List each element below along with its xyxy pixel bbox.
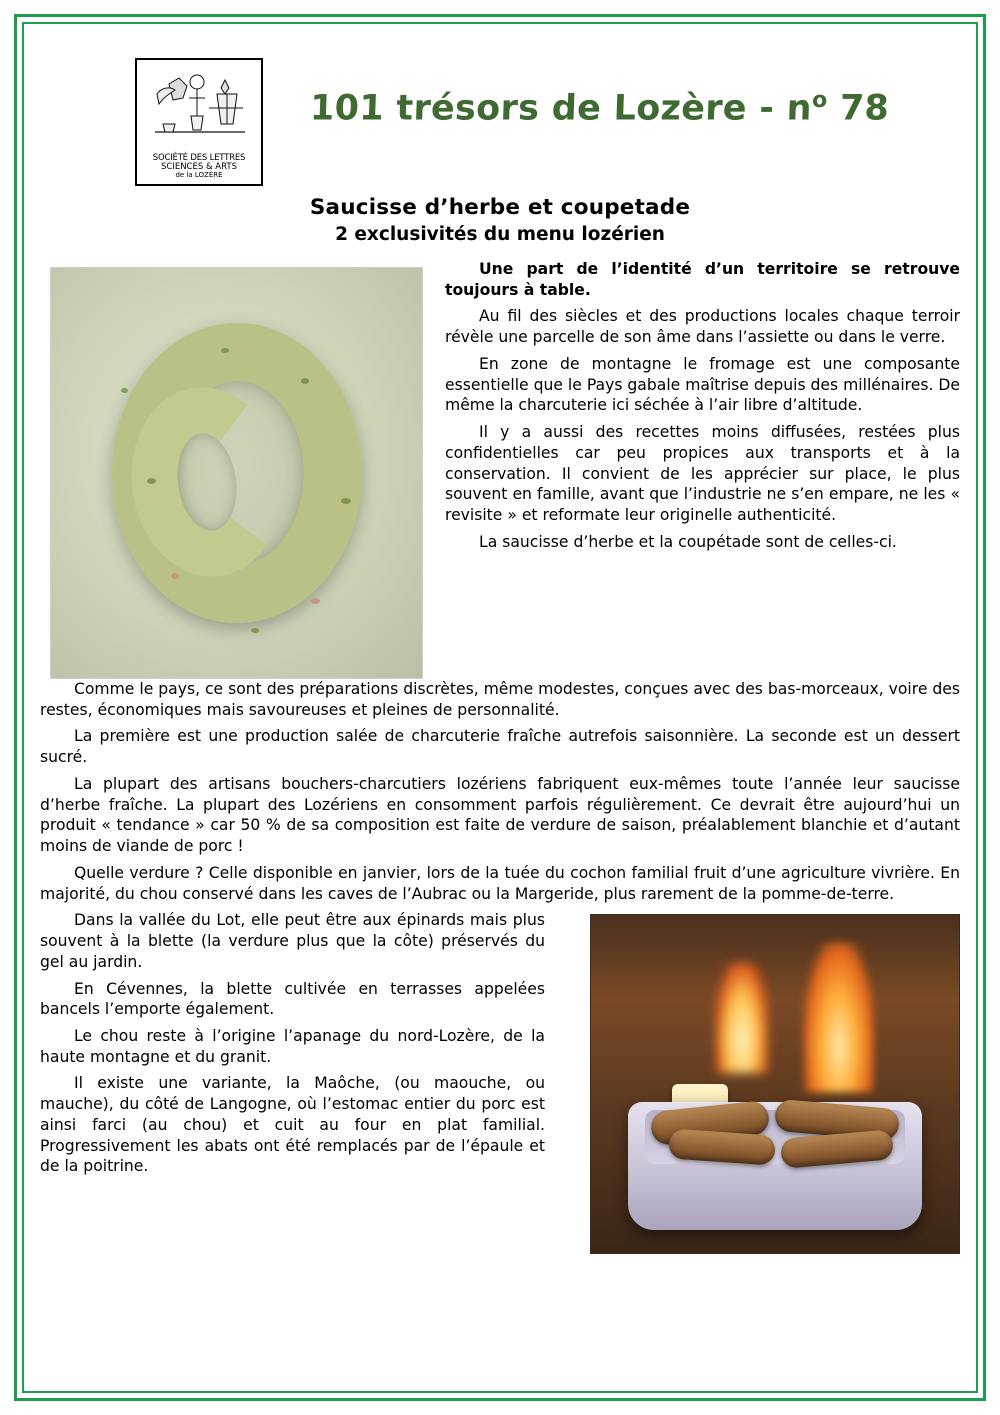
- paragraph: Il y a aussi des recettes moins diffusées, restées plus confidentielles car peu propices aux transports et à la conservation. Il convient de les apprécier sur place, le plus souvent en famille, avant que l’industrie ne s’en empare, ne les « revisite » et reformate leur originelle authenticité.: [445, 423, 960, 525]
- herb-speck: [301, 378, 309, 384]
- herb-speck: [251, 628, 259, 633]
- herb-speck: [341, 498, 351, 504]
- page-title: [309, 88, 890, 129]
- logo-line-3: de la LOZÈRE: [175, 171, 223, 180]
- meat-speck: [311, 598, 320, 604]
- paragraph: La première est une production salée de charcuterie fraîche autrefois saisonnière. La seconde est un dessert sucré.: [40, 727, 960, 767]
- subtitle-line-2: 2 exclusivités du menu lozérien: [335, 224, 665, 245]
- main-body-text: [40, 679, 960, 904]
- paragraph: Au fil des siècles et des productions locales chaque terroir révèle une parcelle de son âme dans l’assiette ou dans le verre.: [445, 307, 960, 347]
- herb-speck: [221, 348, 229, 353]
- coat-of-arms-emblem-icon: [137, 64, 261, 150]
- flame-shape: [804, 942, 874, 1092]
- sausage-ring-shape: [112, 323, 362, 623]
- paragraph: Comme le pays, ce sont des préparations discrètes, même modestes, conçues avec des bas-morceaux, voire des restes, économiques mais savoureuses et pleines de personnalité.: [40, 680, 960, 719]
- logo-line-2: SCIENCES & ARTS: [160, 162, 237, 173]
- societe-des-lettres-logo: [135, 58, 263, 186]
- subtitle-block: [40, 195, 960, 245]
- herb-speck: [147, 478, 156, 484]
- herb-speck: [121, 388, 128, 393]
- document-content: [40, 40, 960, 1375]
- paragraph-emphasis: Une part de l’identité d’un territoire se retrouve toujours à table.: [445, 260, 960, 299]
- plat-de-saucisses-cheminee-photo: [590, 914, 960, 1254]
- flame-shape: [716, 963, 768, 1073]
- document-header: [40, 40, 960, 185]
- page-title-number: 78: [826, 88, 890, 129]
- page-title-text: 101 trésors de Lozère - n: [309, 88, 813, 129]
- intro-column-text: [445, 259, 960, 559]
- subtitle-line-1: Saucisse d’herbe et coupetade: [309, 195, 691, 220]
- paragraph: Dans la vallée du Lot, elle peut être aux épinards mais plus souvent à la blette (la verdure plus que la côte) préservés du gel au jardin.: [40, 911, 545, 971]
- logo-text: [153, 154, 245, 180]
- bottom-column-text: [40, 910, 545, 1177]
- paragraph: La plupart des artisans bouchers-charcutiers lozériens fabriquent eux-mêmes toute l’année leur saucisse d’herbe fraîche. La plupart des Lozériens en consomment parfois régulièrement. Ce devrait être aujourd’hui un produit « tendance » car 50 % de sa composition est faite de verdure de saison, préalablement blanchie et d’autant moins de viande de porc !: [40, 774, 960, 856]
- paragraph: En zone de montagne le fromage est une composante essentielle que le Pays gabale maîtrise depuis des millénaires. De même la charcuterie ici séchée à l’air libre d’altitude.: [445, 354, 960, 415]
- paragraph: Quelle verdure ? Celle disponible en janvier, lors de la tuée du cochon familial fruit d’une agriculture vivrière. En majorité, du chou conservé dans les caves de l’Aubrac ou la Margeride, plus rarement de la pomme-de-terre.: [40, 863, 960, 903]
- paragraph: [445, 259, 960, 300]
- paragraph: Il existe une variante, la Maôche, (ou maouche, ou mauche), du côté de Langogne, où l’estomac entier du porc est ainsi farci (au chou) et cuit au four en plat familial. Progressivement les abats ont été remplacés par de l’épaule et de la poitrine.: [40, 1074, 545, 1176]
- bottom-section: [40, 910, 960, 1177]
- serving-dish-shape: [628, 1102, 922, 1230]
- paragraph: En Cévennes, la blette cultivée en terrasses appelées bancels l’emporte également.: [40, 979, 545, 1019]
- paragraph: La saucisse d’herbe et la coupétade sont de celles-ci.: [479, 532, 897, 551]
- page-title-superscript: o: [811, 88, 829, 113]
- logo-line-1: SOCIÉTÉ DES LETTRES: [152, 153, 246, 164]
- paragraph: Le chou reste à l’origine l’apanage du nord-Lozère, de la haute montagne et du granit.: [40, 1027, 545, 1066]
- meat-speck: [171, 573, 179, 579]
- saucisse-d-herbe-photo: [50, 267, 423, 679]
- top-section: [40, 259, 960, 679]
